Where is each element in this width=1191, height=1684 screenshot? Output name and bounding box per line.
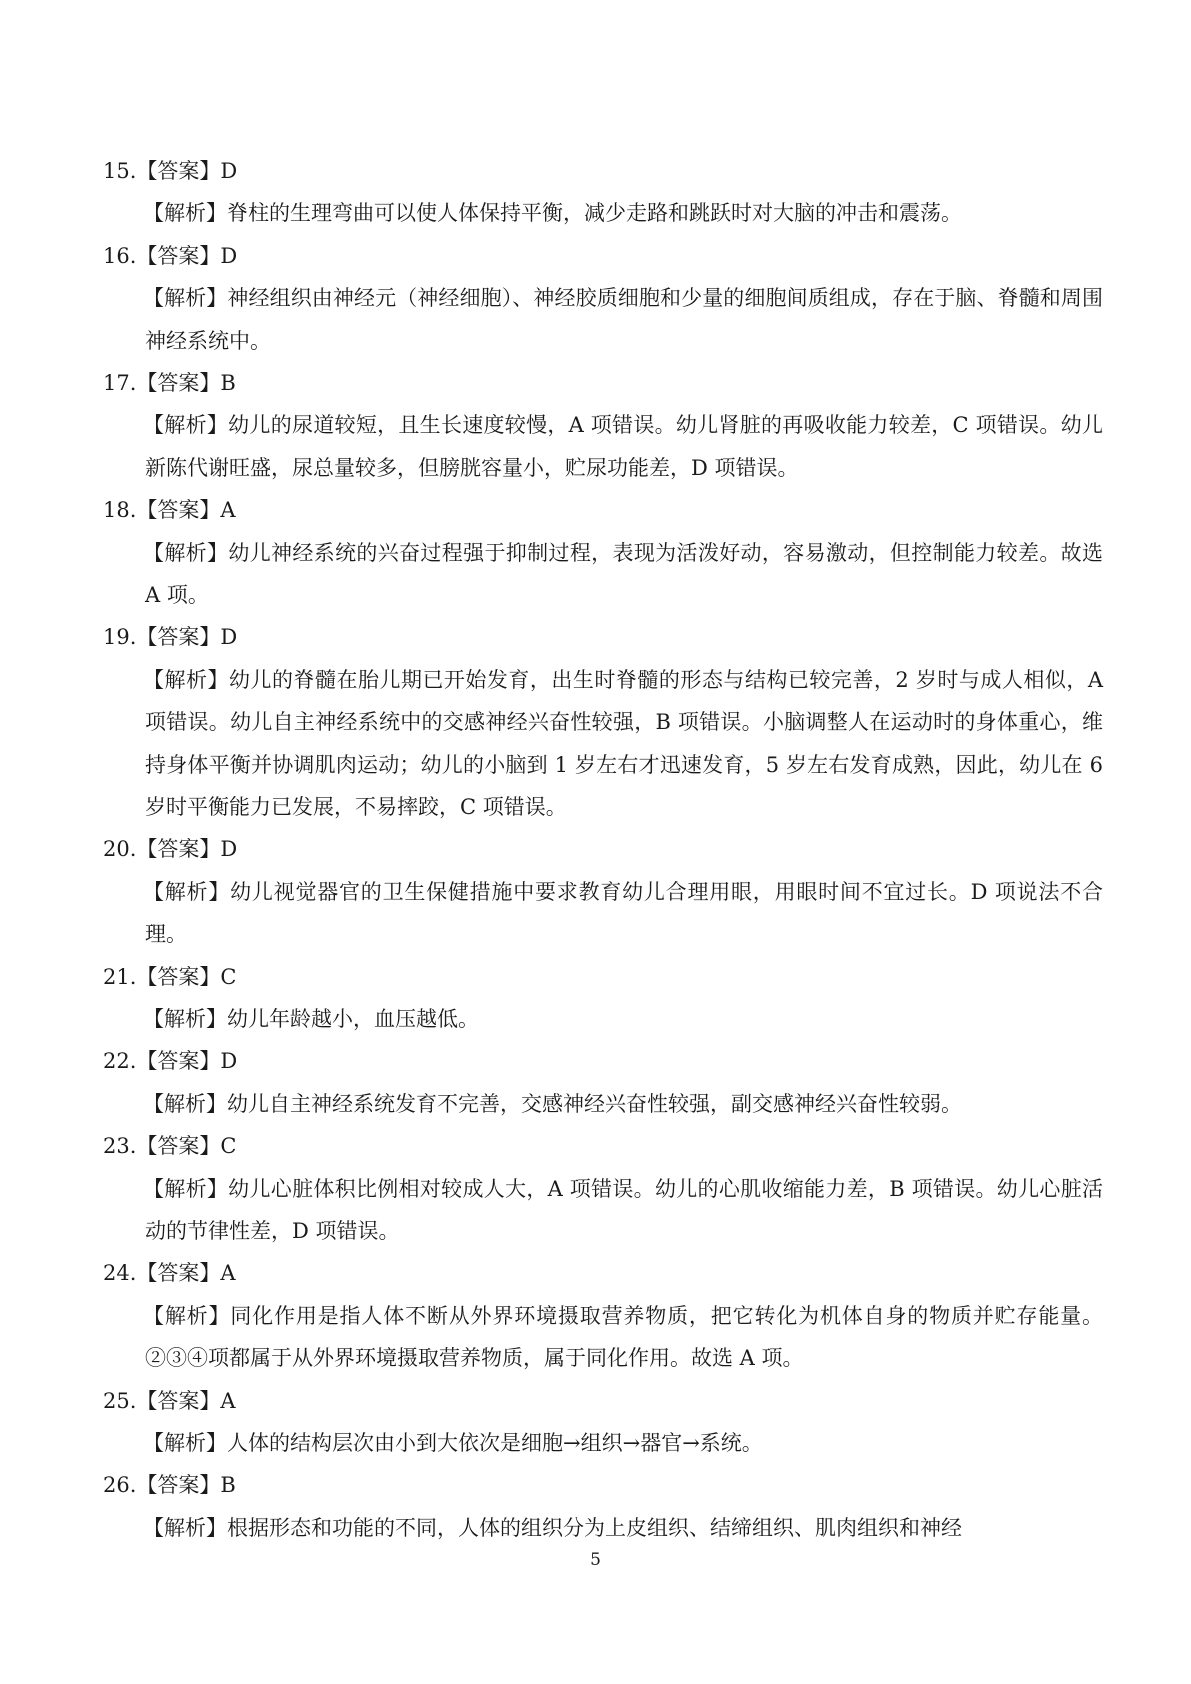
answer-item-21 <box>103 956 1103 1041</box>
answer-item-25 <box>103 1380 1103 1465</box>
explanation-text: 【解析】幼儿自主神经系统发育不完善，交感神经兴奋性较强，副交感神经兴奋性较弱。 <box>143 1091 962 1116</box>
explanation-text: 【解析】神经组织由神经元（神经细胞）、神经胶质细胞和少量的细胞间质组成，存在于脑、脊髓和周围神经系统中。 <box>143 286 1103 353</box>
answer-item-24 <box>103 1252 1103 1379</box>
explanation-text: 【解析】幼儿的脊髓在胎儿期已开始发育，出生时脊髓的形态与结构已较完善，2 岁时与成人相似，A 项错误。幼儿自主神经系统中的交感神经兴奋性较强，B 项错误。小脑调整人在运动时的身体重心，维持身体平衡并协调肌肉运动；幼儿的小脑到 1 岁左右才迅速发育，5 岁左右发育成熟，因此，幼儿在 6 岁时平衡能力已发展，不易摔跤，C 项错误。 <box>143 667 1103 820</box>
answer-item-22 <box>103 1040 1103 1125</box>
answer-item-26 <box>103 1464 1103 1549</box>
explanation-text: 【解析】幼儿的尿道较短，且生长速度较慢，A 项错误。幼儿肾脏的再吸收能力较差，C 项错误。幼儿新陈代谢旺盛，尿总量较多，但膀胱容量小，贮尿功能差，D 项错误。 <box>143 413 1103 480</box>
answer-line: 21.【答案】C <box>103 964 237 989</box>
answer-item-16 <box>103 235 1103 362</box>
answer-item-20 <box>103 828 1103 955</box>
answer-item-23 <box>103 1125 1103 1252</box>
answer-list <box>103 150 1103 1549</box>
answer-line: 26.【答案】B <box>103 1473 236 1498</box>
explanation-text: 【解析】人体的结构层次由小到大依次是细胞→组织→器官→系统。 <box>143 1431 763 1456</box>
explanation-text: 【解析】同化作用是指人体不断从外界环境摄取营养物质，把它转化为机体自身的物质并贮存能量。②③④项都属于从外界环境摄取营养物质，属于同化作用。故选 A 项。 <box>143 1303 1103 1371</box>
answer-line: 16.【答案】D <box>103 243 238 268</box>
answer-line: 15.【答案】D <box>103 159 238 183</box>
answer-line: 18.【答案】A <box>103 498 236 523</box>
explanation-text: 【解析】幼儿年龄越小，血压越低。 <box>143 1007 479 1032</box>
answer-line: 25.【答案】A <box>103 1388 236 1413</box>
answer-line: 17.【答案】B <box>103 371 236 395</box>
answer-item-15 <box>103 150 1103 235</box>
explanation-text: 【解析】幼儿神经系统的兴奋过程强于抑制过程，表现为活泼好动，容易激动，但控制能力较差。故选 A 项。 <box>143 540 1103 607</box>
page-number: 5 <box>590 1550 601 1570</box>
explanation-text: 【解析】幼儿视觉器官的卫生保健措施中要求教育幼儿合理用眼，用眼时间不宜过长。D 项说法不合理。 <box>143 879 1103 947</box>
answer-line: 22.【答案】D <box>103 1049 238 1074</box>
answer-line: 24.【答案】A <box>103 1261 236 1286</box>
explanation-text: 【解析】根据形态和功能的不同，人体的组织分为上皮组织、结缔组织、肌肉组织和神经 <box>143 1515 962 1540</box>
explanation-text: 【解析】脊柱的生理弯曲可以使人体保持平衡，减少走路和跳跃时对大脑的冲击和震荡。 <box>143 201 962 226</box>
answer-item-17 <box>103 362 1103 489</box>
answer-item-18 <box>103 489 1103 616</box>
answer-line: 20.【答案】D <box>103 837 238 862</box>
answer-item-19 <box>103 616 1103 828</box>
explanation-text: 【解析】幼儿心脏体积比例相对较成人大，A 项错误。幼儿的心肌收缩能力差，B 项错误。幼儿心脏活动的节律性差，D 项错误。 <box>143 1176 1103 1244</box>
answer-line: 23.【答案】C <box>103 1134 237 1159</box>
answer-line: 19.【答案】D <box>103 625 238 650</box>
